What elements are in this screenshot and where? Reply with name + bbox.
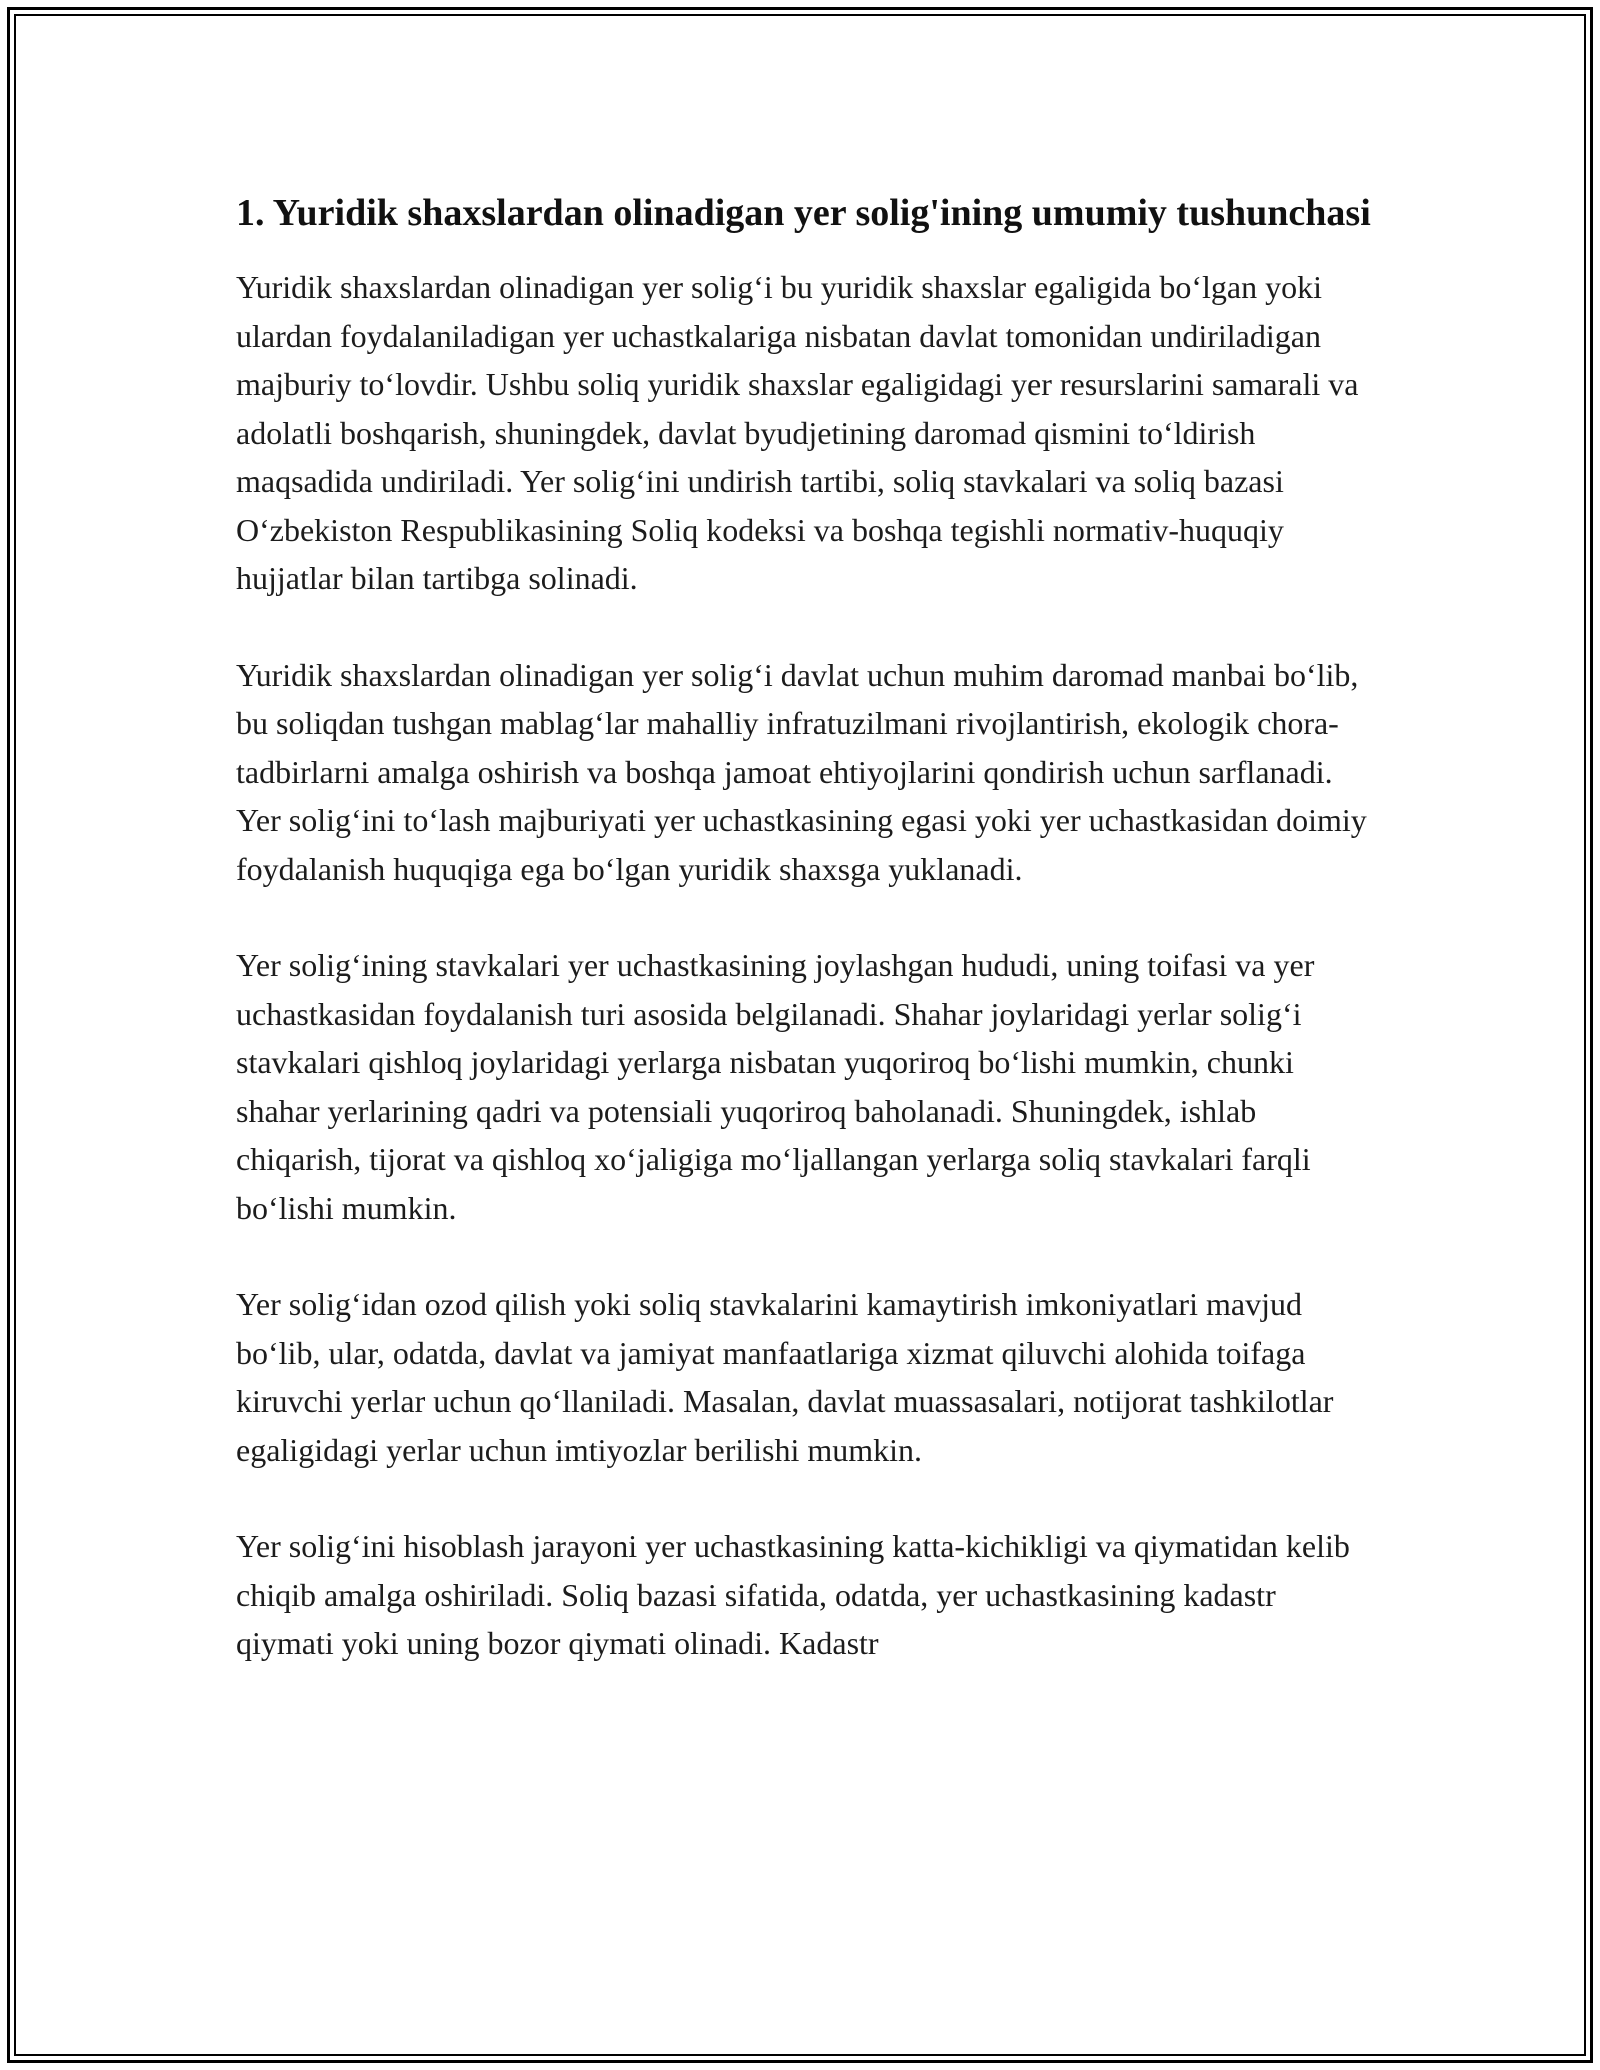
paragraph-4: Yer solig‘idan ozod qilish yoki soliq stavkalarini kamaytirish imkoniyatlari mavjud bo‘lib, ular, odatda, davlat va jamiyat manfaatlariga xizmat qiluvchi alohida toifaga kiruvchi yerlar uchun qo‘llaniladi. Masalan, davlat muassasalari, notijorat tashkilotlar egaligidagi yerlar uchun imtiyozlar berilishi mumkin.	[236, 1286, 1334, 1468]
paragraph-3: Yer solig‘ining stavkalari yer uchastkasining joylashgan hududi, uning toifasi va yer uchastkasidan foydalanish turi asosida belgilanadi. Shahar joylaridagi yerlar solig‘i stavkalari qishloq joylaridagi yerlarga nisbatan yuqoriroq bo‘lishi mumkin, chunki shahar yerlarining qadri va potensiali yuqoriroq baholanadi. Shuningdek, ishlab chiqarish, tijorat va qishloq xo‘jaligiga mo‘ljallangan yerlarga soliq stavkalari farqli bo‘lishi mumkin.	[236, 947, 1315, 1226]
section-heading: 1. Yuridik shaxslardan olinadigan yer solig'ining umumiy tushunchasi	[236, 192, 1371, 234]
paragraph-1: Yuridik shaxslardan olinadigan yer solig‘i bu yuridik shaxslar egaligida bo‘lgan yoki ulardan foydalaniladigan yer uchastkalariga nisbatan davlat tomonidan undiriladigan majburiy to‘lovdir. Ushbu soliq yuridik shaxslar egaligidagi yer resurslarini samarali va adolatli boshqarish, shuningdek, davlat byudjetining daromad qismini to‘ldirish maqsadida undiriladi. Yer solig‘ini undirish tartibi, soliq stavkalari va soliq bazasi O‘zbekiston Respublikasining Soliq kodeksi va boshqa tegishli normativ-huquqiy hujjatlar bilan tartibga solinadi.	[236, 269, 1359, 596]
document-body	[236, 186, 1376, 1716]
paragraph-5: Yer solig‘ini hisoblash jarayoni yer uchastkasining katta-kichikligi va qiymatidan kelib chiqib amalga oshiriladi. Soliq bazasi sifatida, odatda, yer uchastkasining kadastr qiymati yoki uning bozor qiymati olinadi. Kadastr	[236, 1528, 1350, 1661]
paragraph-2: Yuridik shaxslardan olinadigan yer solig‘i davlat uchun muhim daromad manbai bo‘lib, bu soliqdan tushgan mablag‘lar mahalliy infratuzilmani rivojlantirish, ekologik chora-tadbirlarni amalga oshirish va boshqa jamoat ehtiyojlarini qondirish uchun sarflanadi. Yer solig‘ini to‘lash majburiyati yer uchastkasining egasi yoki yer uchastkasidan doimiy foydalanish huquqiga ega bo‘lgan yuridik shaxsga yuklanadi.	[236, 656, 1367, 887]
